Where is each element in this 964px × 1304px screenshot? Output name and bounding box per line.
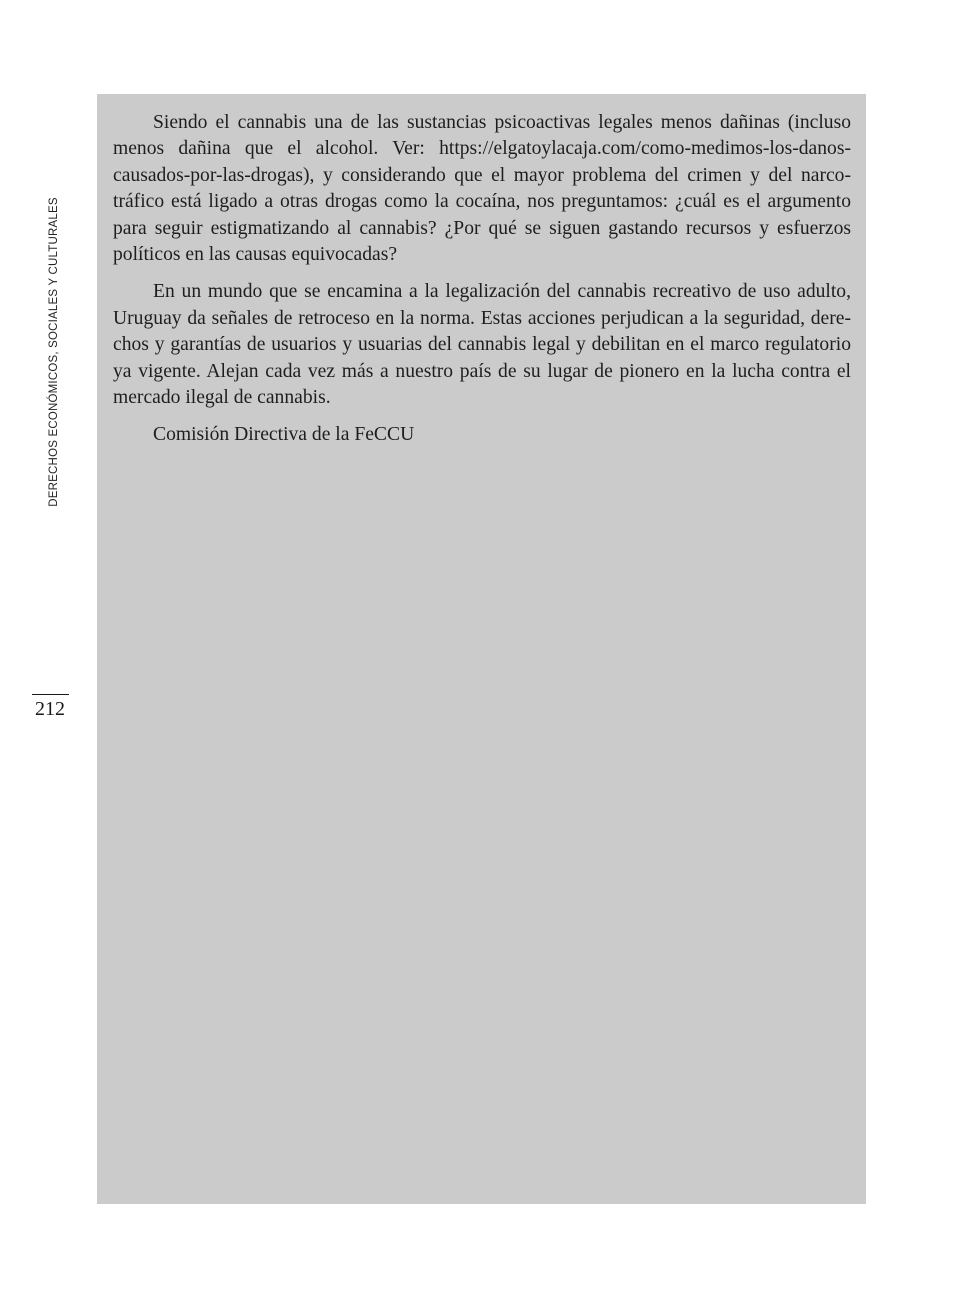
text-box-content [113,110,851,460]
page-number: 212 [35,698,65,720]
running-header-text: DERECHOS ECONÓMICOS, SOCIALES Y CULTURALES [48,197,60,507]
page-number-rule [32,694,69,695]
paragraph-2: En un mundo que se encamina a la legalización del cannabis recreativo de uso adulto, Uruguay da señales de retroceso en la norma. Estas acciones perjudican a la seguridad, derechos y garantías de usuarios y usuarias del cannabis legal y debilitan en el marco regulatorio ya vigente. Alejan cada vez más a nuestro país de su lugar de pionero en la lucha contra el mercado ilegal de cannabis. [113,281,851,409]
paragraph-1: Siendo el cannabis una de las sustancias psicoactivas legales menos dañinas (incluso menos dañina que el alcohol. Ver: https://elgatoylacaja.com/como-medimos-los-danos-causados-por-las-drogas), y considerando que el mayor problema del crimen y del narcotráfico está ligado a otras drogas como la cocaína, nos preguntamos: ¿cuál es el argumento para seguir estigmatizando al cannabis? ¿Por qué se siguen gastando recursos y esfuerzos políticos en las causas equivocadas? [113,112,851,266]
signature: Comisión Directiva de la FeCCU [153,424,415,446]
